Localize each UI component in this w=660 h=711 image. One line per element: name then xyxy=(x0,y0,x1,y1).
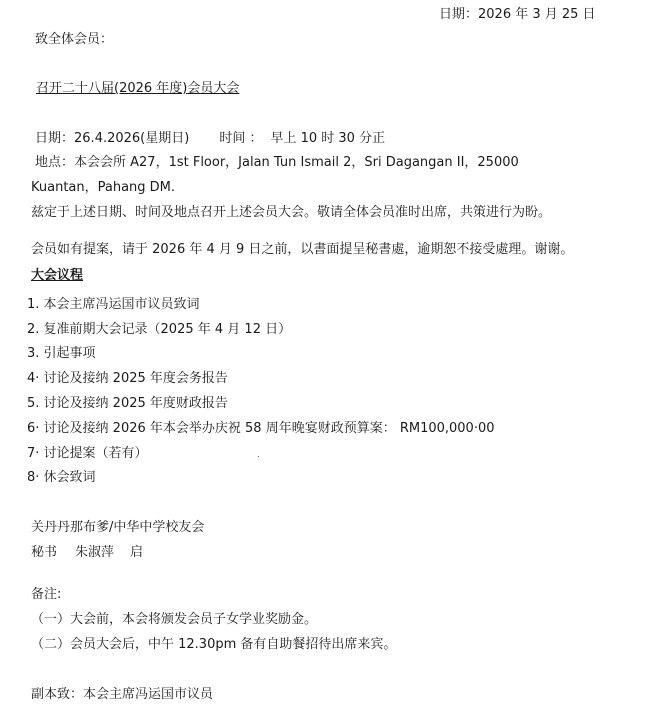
venue-line-2: Kuantan，Pahang DM. xyxy=(31,180,176,195)
agenda-item: 6· 讨论及接纳 2026 年本会举办庆祝 58 周年晚宴财政预算案： RM100,000·00 xyxy=(27,421,495,436)
signature-row xyxy=(31,545,143,561)
signature-role: 秘书 xyxy=(31,545,58,560)
signature-organization: 关丹丹那布爹/中华中学校友会 xyxy=(31,520,205,535)
signature-closing: 启 xyxy=(130,545,144,560)
agenda-item: 1. 本会主席冯运国市议员致词 xyxy=(27,297,200,312)
meeting-time-label: 时间 ： xyxy=(219,131,263,146)
remarks-heading: 备注: xyxy=(31,587,62,602)
meeting-notice: 兹定于上述日期、时间及地点召开上述会员大会。敬请全体会员准时出席，共策进行为盼。 xyxy=(31,205,552,220)
venue-line-1: 地点：本会会所 A27，1st Floor，Jalan Tun Ismail 2，Sri Dagangan II，25000 xyxy=(35,155,519,170)
cc-line: 副本致：本会主席冯运国市议员 xyxy=(31,687,214,702)
meeting-title: 召开二十八届(2026 年度)会员大会 xyxy=(36,81,240,96)
agenda-item: 7· 讨论提案（若有） xyxy=(27,446,148,461)
meeting-date-label: 日期： xyxy=(35,131,75,146)
salutation: 致全体会员： xyxy=(35,32,114,47)
remark-item: （二）会员大会后，中午 12.30pm 备有自助餐招待出席来宾。 xyxy=(31,637,397,652)
remark-item: （一）大会前，本会将颁发会员子女学业奖励金。 xyxy=(31,612,318,627)
agenda-item: 4· 讨论及接纳 2025 年度会务报告 xyxy=(27,371,228,386)
agenda-item: 2. 复准前期大会记录（2025 年 4 月 12 日） xyxy=(27,322,292,337)
agenda-item: 8· 休会致词 xyxy=(27,470,96,485)
date-line: 日期：2026 年 3 月 25 日 xyxy=(439,7,596,22)
proposal-notice: 会员如有提案，请于 2026 年 4 月 9 日之前，以書面提呈秘書處，逾期恕不接受處理。谢谢。 xyxy=(31,242,574,257)
meeting-time-value: 早上 10 时 30 分正 xyxy=(270,131,386,146)
agenda-item: 5. 讨论及接纳 2025 年度财政报告 xyxy=(27,396,228,411)
agenda-heading: 大会议程 xyxy=(31,268,84,283)
meeting-date-time-row xyxy=(35,131,385,147)
meeting-date-value: 26.4.2026(星期日) xyxy=(74,131,190,146)
stray-dot-mark xyxy=(258,456,259,457)
agenda-item: 3. 引起事项 xyxy=(27,346,96,361)
signature-name: 朱淑萍 xyxy=(75,545,115,560)
